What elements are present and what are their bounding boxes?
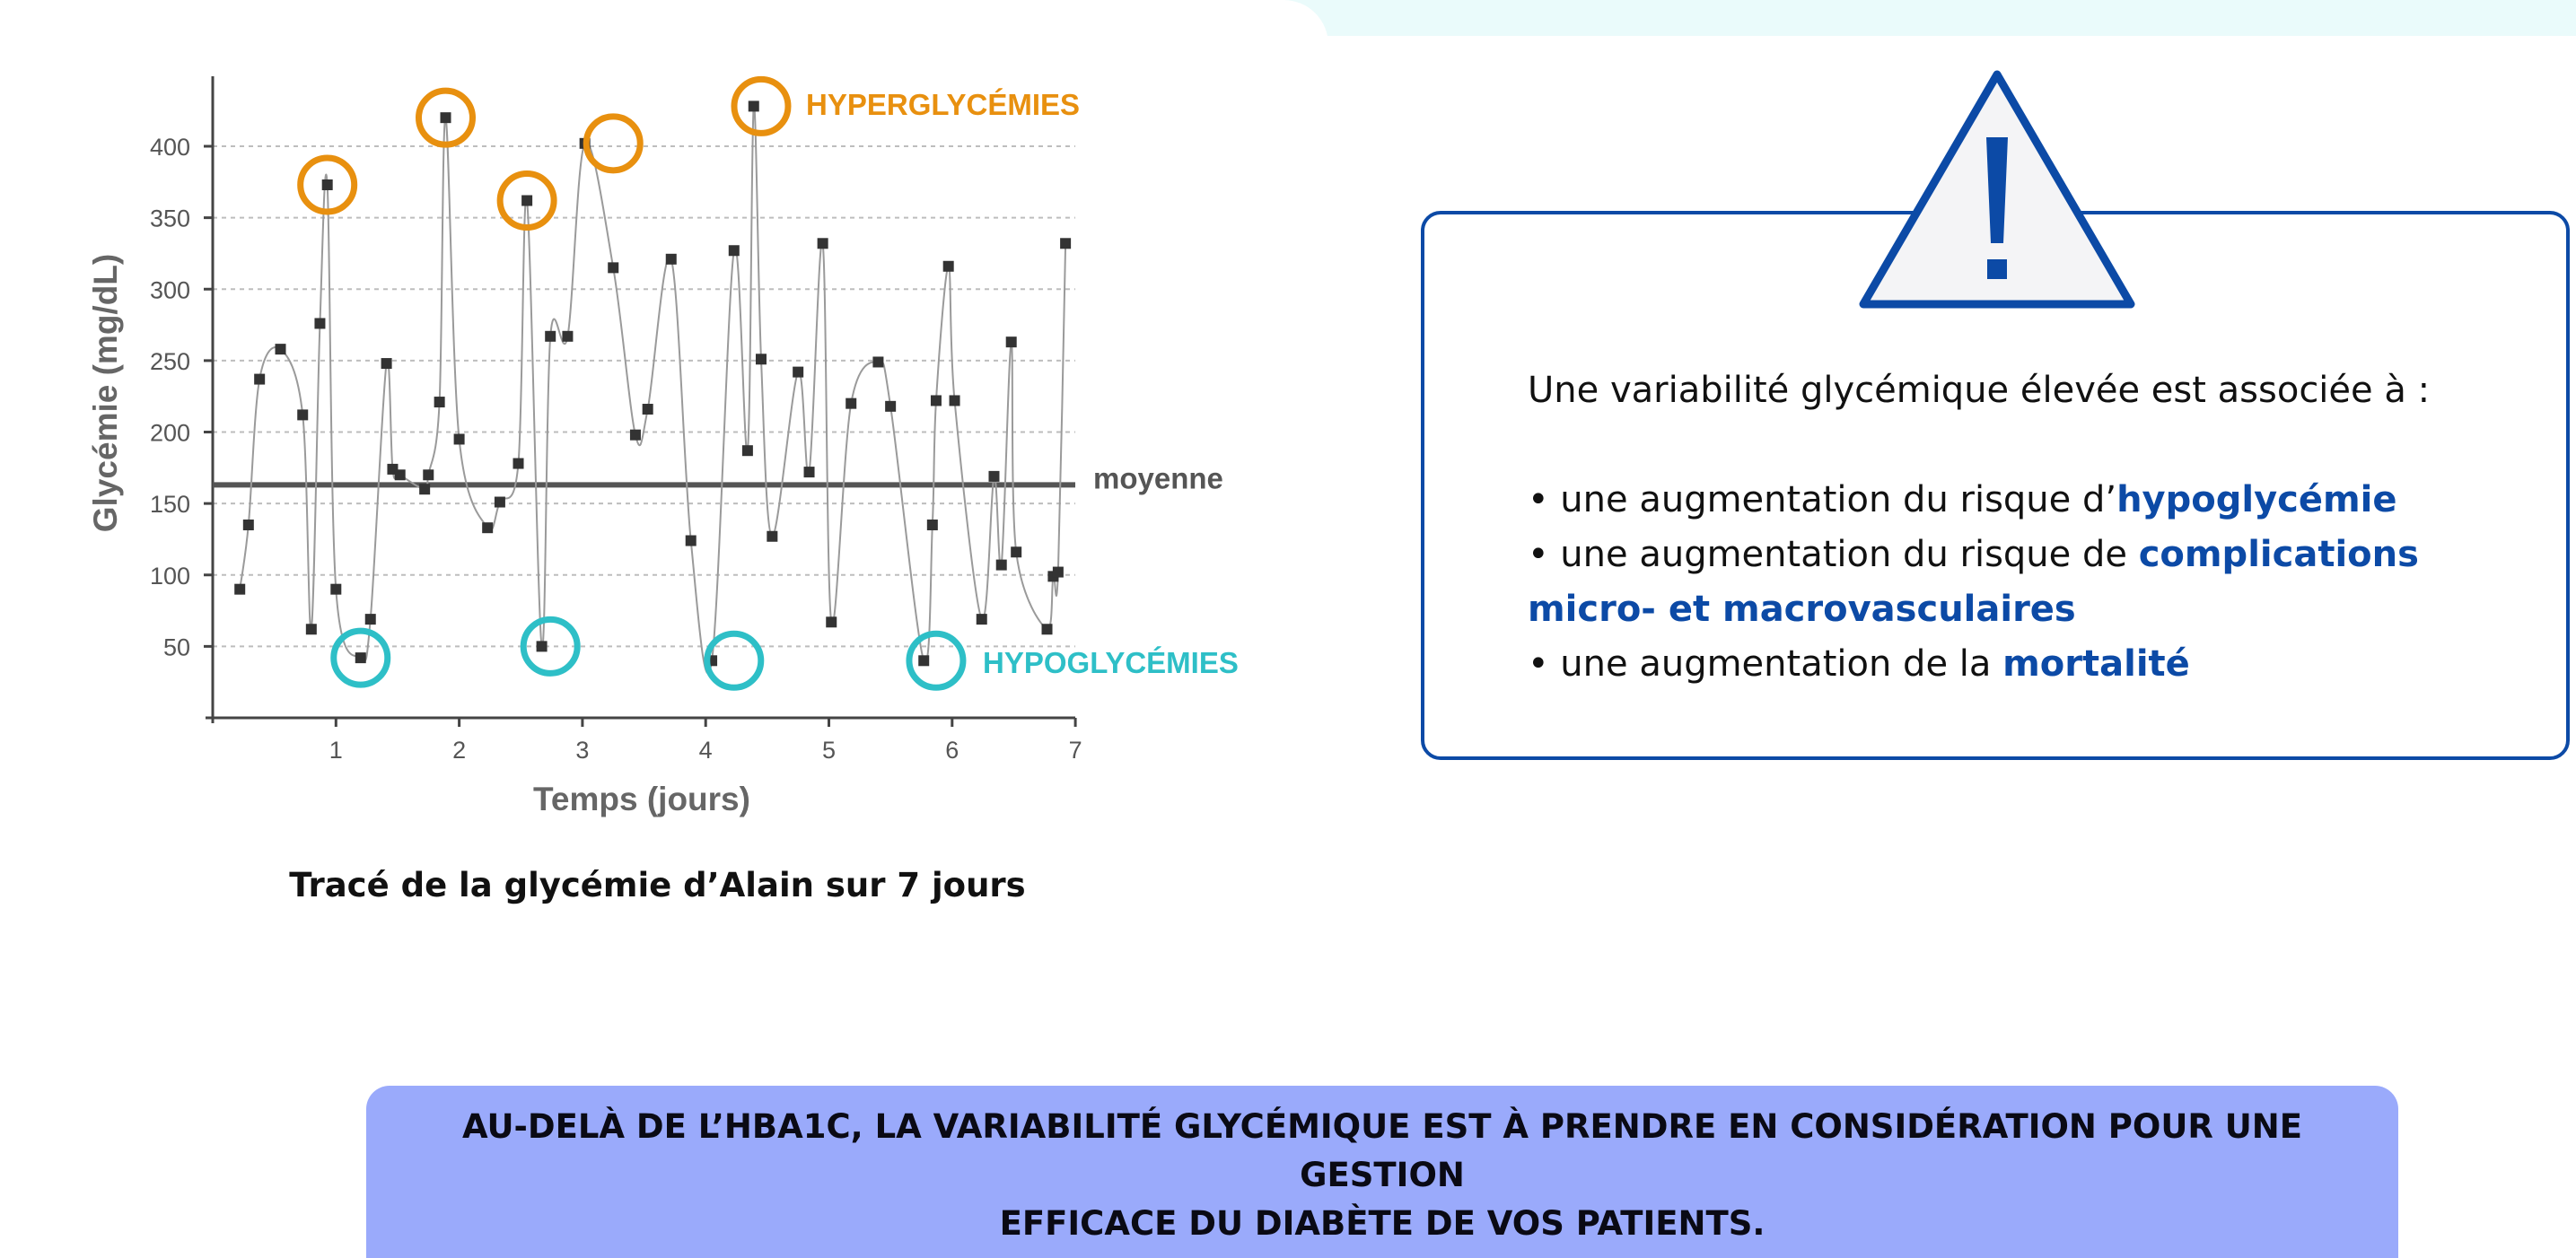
- data-point: [793, 367, 803, 378]
- data-point: [608, 262, 618, 273]
- data-point: [804, 467, 815, 477]
- x-tick-label: 7: [1068, 737, 1082, 764]
- risk-highlight: mortalité: [2002, 643, 2190, 685]
- data-point: [322, 179, 333, 190]
- risk-item-text: • une augmentation du risque de: [1528, 534, 2139, 575]
- data-point: [686, 536, 697, 546]
- data-point: [1006, 336, 1017, 347]
- data-point: [927, 520, 938, 530]
- data-point: [826, 616, 837, 627]
- data-point: [977, 614, 987, 625]
- warning-intro: Une variabilité glycémique élevée est associée à :: [1528, 370, 2431, 411]
- data-point: [495, 497, 505, 508]
- data-point: [749, 100, 759, 111]
- data-point: [1011, 546, 1021, 557]
- data-point: [943, 261, 954, 272]
- y-tick-label: 200: [149, 419, 190, 447]
- data-point: [1060, 238, 1071, 249]
- data-point: [818, 238, 828, 249]
- y-tick-label: 300: [149, 276, 190, 304]
- data-point: [419, 484, 430, 494]
- warning-triangle-icon: [1858, 67, 2136, 310]
- x-tick-label: 1: [329, 737, 343, 764]
- axes: [204, 76, 1075, 727]
- glycemia-chart: [0, 0, 1328, 843]
- data-point: [297, 409, 308, 420]
- data-point: [521, 196, 532, 206]
- data-point: [276, 344, 286, 354]
- data-point: [423, 469, 434, 480]
- hyper-label: HYPERGLYCÉMIES: [806, 88, 1081, 121]
- data-point: [931, 395, 942, 406]
- hyper-circle: [734, 79, 788, 133]
- highlight-circles: [301, 79, 963, 687]
- data-point: [365, 614, 376, 625]
- data-point: [513, 459, 524, 469]
- x-tick-labels: [329, 737, 1082, 764]
- data-point: [545, 331, 556, 342]
- data-point: [950, 395, 960, 406]
- x-tick-label: 3: [575, 737, 590, 764]
- data-point: [996, 560, 1007, 571]
- data-point: [395, 469, 406, 480]
- x-tick-label: 6: [945, 737, 959, 764]
- data-point: [742, 445, 753, 456]
- data-point: [918, 655, 929, 666]
- hyper-circle: [586, 117, 640, 170]
- data-point: [381, 358, 392, 369]
- data-point: [872, 356, 883, 367]
- risk-item-text: • une augmentation de la: [1528, 643, 2003, 685]
- data-point: [1053, 567, 1064, 578]
- y-tick-labels: [150, 134, 190, 660]
- data-point: [885, 401, 896, 412]
- y-tick-label: 100: [149, 562, 190, 590]
- conclusion-banner: [366, 1086, 2398, 1258]
- series-line: [240, 105, 1065, 673]
- data-point: [254, 374, 265, 385]
- risk-item-complications: [1528, 528, 2533, 582]
- y-tick-label: 400: [149, 134, 190, 161]
- data-point: [767, 531, 777, 542]
- hypo-circle: [523, 619, 577, 673]
- y-tick-label: 50: [162, 633, 190, 661]
- data-point: [537, 641, 548, 651]
- data-point: [482, 522, 493, 533]
- risk-item-hypoglycemia: [1528, 473, 2533, 528]
- hypo-circle: [909, 633, 963, 687]
- data-point: [666, 254, 677, 265]
- data-point: [630, 430, 641, 441]
- data-point: [729, 245, 740, 256]
- x-tick-label: 5: [821, 737, 837, 764]
- y-tick-label: 350: [149, 205, 190, 232]
- y-axis-label: Glycémie (mg/dL): [87, 253, 124, 533]
- risk-item-mortality: [1528, 637, 2533, 692]
- x-tick-label: 2: [452, 737, 467, 764]
- risk-highlight: micro- et macrovasculaires: [1528, 589, 2076, 630]
- data-point: [234, 584, 245, 595]
- x-axis-label: Temps (jours): [533, 781, 750, 817]
- hypo-label: HYPOGLYCÉMIES: [983, 646, 1239, 679]
- data-point: [454, 433, 465, 444]
- data-point: [1042, 624, 1053, 634]
- data-point: [243, 520, 254, 530]
- series-markers: [234, 100, 1071, 666]
- data-point: [440, 112, 451, 123]
- risk-item-complications-cont: [1528, 582, 2533, 637]
- data-point: [330, 584, 341, 595]
- data-point: [988, 471, 999, 482]
- grid-lines: [213, 146, 1075, 646]
- chart-caption: Tracé de la glycémie d’Alain sur 7 jours: [289, 866, 1026, 904]
- banner-line-2: EFFICACE DU DIABÈTE DE VOS PATIENTS.: [999, 1204, 1766, 1243]
- data-point: [756, 354, 767, 364]
- data-point: [434, 397, 445, 407]
- data-point: [846, 398, 856, 409]
- risk-item-text: • une augmentation du risque d’: [1528, 479, 2117, 520]
- warning-text: [1528, 363, 2533, 692]
- data-point: [562, 331, 573, 342]
- data-point: [314, 318, 325, 328]
- banner-line-1: AU-DELÀ DE L’HBA1C, LA VARIABILITÉ GLYCÉMIQUE EST À PRENDRE EN CONSIDÉRATION POUR UNE GESTION: [461, 1107, 2303, 1194]
- y-tick-label: 250: [149, 347, 190, 375]
- risk-highlight: hypoglycémie: [2116, 479, 2397, 520]
- risk-highlight: complications: [2138, 534, 2419, 575]
- data-point: [355, 652, 366, 663]
- x-tick-label: 4: [698, 737, 713, 764]
- data-point: [643, 404, 653, 415]
- mean-label: moyenne: [1093, 461, 1223, 495]
- data-point: [306, 624, 317, 634]
- y-tick-label: 150: [149, 491, 190, 519]
